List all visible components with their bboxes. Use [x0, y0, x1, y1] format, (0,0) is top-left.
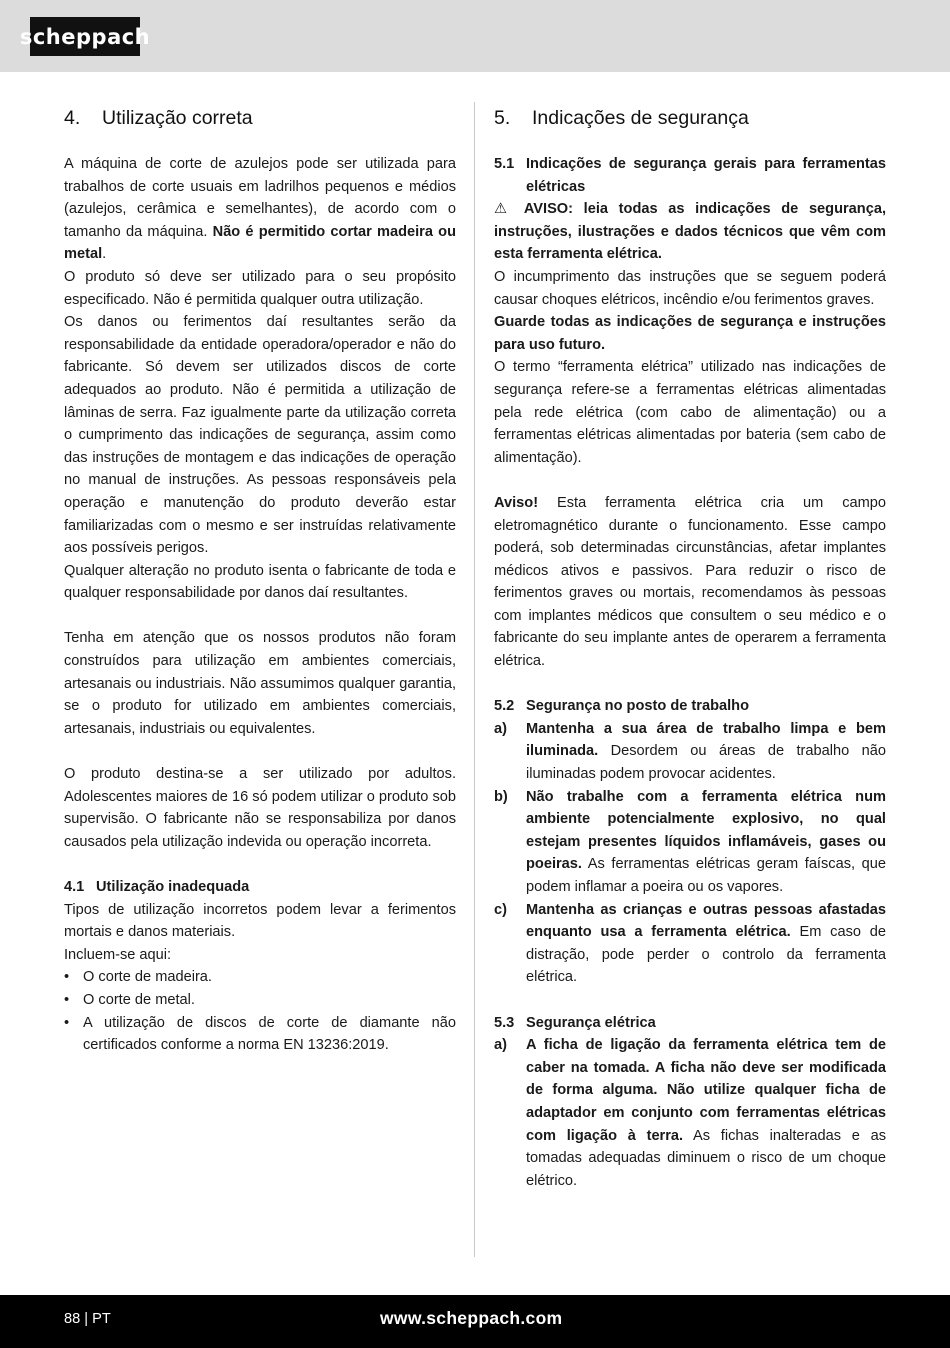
list-item: a) Mantenha a sua área de trabalho limpa e bem iluminada. Desordem ou áreas de trabalho não iluminadas podem provocar acidentes. — [494, 720, 886, 783]
section-5-heading — [494, 104, 886, 132]
section-4-heading — [64, 104, 456, 132]
bullet-icon: • — [64, 991, 70, 1008]
paragraph: O incumprimento das instruções que se seguem poderá causar choques elétricos, incêndio e/ou ferimentos graves. — [494, 268, 886, 308]
paragraph: O produto só deve ser utilizado para o seu propósito especificado. Não é permitida qualquer outra utilização. — [64, 268, 456, 308]
section-number: 5. — [494, 107, 511, 129]
paragraph: Tipos de utilização incorretos podem levar a ferimentos mortais e danos materiais. — [64, 901, 456, 941]
subsection-5-3-heading: 5.3 Segurança elétrica — [494, 1014, 656, 1031]
logo-text: scheppach — [19, 24, 151, 49]
website-link[interactable]: www.scheppach.com — [380, 1308, 563, 1328]
list-item: b) Não trabalhe com a ferramenta elétrica num ambiente potencialmente explosivo, no qual estejam presentes líquidos inflamáveis, gases ou poeiras. As ferramentas elétricas geram faíscas, que podem inflamar a poeira ou os vapores. — [494, 788, 886, 895]
list-item: c) Mantenha as crianças e outras pessoas afastadas enquanto usa a ferramenta elétrica. Em caso de distração, pode perder o controlo da ferramenta elétrica. — [494, 901, 886, 986]
header-band — [0, 0, 950, 72]
paragraph: A máquina de corte de azulejos pode ser utilizada para trabalhos de corte usuais em ladrilhos pequenos e médios (azulejos, cerâmica e semelhantes), de acordo com o tamanho da máquina. Não é permitido cortar madeira ou metal. — [64, 156, 456, 263]
brand-logo — [19, 17, 151, 56]
page-number: 88 | PT — [64, 1311, 111, 1327]
paragraph: O termo “ferramenta elétrica” utilizado nas indicações de segurança refere-se a ferramentas elétricas alimentadas pela rede elétrica (com cabo de alimentação) ou a ferramentas elétricas alimentadas por bateria (sem cabo de alimentação). — [494, 359, 886, 466]
subsection-5-1-heading: 5.1 Indicações de segurança gerais para ferramentas elétricas — [494, 156, 886, 195]
subsection-4-1-heading: 4.1 Utilização inadequada — [64, 879, 250, 895]
paragraph: Incluem-se aqui: — [64, 946, 172, 963]
paragraph: O produto destina-se a ser utilizado por adultos. Adolescentes maiores de 16 só podem utilizar o produto sob supervisão. O fabricante não se responsabiliza por danos causados pela utilização indevida ou operação incorreta. — [64, 766, 456, 850]
list-item: a) A ficha de ligação da ferramenta elétrica tem de caber na tomada. A ficha não deve ser modificada de forma alguma. Não utilize qualquer ficha de adaptador em conjunto com ferramentas elétricas com ligação à terra. As fichas inalteradas e as tomadas adequadas diminuem o risco de um choque elétrico. — [494, 1037, 886, 1189]
footer — [0, 1295, 950, 1348]
paragraph: Aviso! Esta ferramenta elétrica cria um campo eletromagnético durante o funcionamento. Esse campo poderá, sob determinadas circunstâncias, afetar implantes médicos ativos e passivos. Para reduzir o risco de ferimentos graves ou mortais, recomendamos às pessoas com implantes médicos que consultem o seu médico e o fabricante do seu implante antes de operarem a ferramenta elétrica. — [494, 494, 886, 670]
left-column — [64, 100, 456, 1057]
list-item: • O corte de metal. — [64, 989, 456, 1012]
paragraph: Guarde todas as indicações de segurança e instruções para uso futuro. — [494, 314, 886, 353]
section-number: 4. — [64, 107, 81, 129]
right-column — [494, 100, 886, 1192]
list-item: • A utilização de discos de corte de diamante não certificados conforme a norma EN 13236:2019. — [64, 1012, 456, 1057]
paragraph: Os danos ou ferimentos daí resultantes serão da responsabilidade da entidade operadora/operador e não do fabricante. Só devem ser utilizados discos de corte adequados ao produto. Não é permitida a utilização de lâminas de serra. Faz igualmente parte da utilização correta o cumprimento das indicações de segurança, assim como das instruções de montagem e das indicações de operação no manual de instruções. As pessoas responsáveis pela operação e manutenção do produto deverão estar familiarizadas com o mesmo e ser instruídas relativamente aos possíveis perigos. — [64, 314, 456, 557]
bullet-icon: • — [64, 1014, 70, 1031]
paragraph: Qualquer alteração no produto isenta o fabricante de toda e qualquer responsabilidade por danos daí resultantes. — [64, 562, 456, 602]
list-item: • O corte de madeira. — [64, 966, 456, 989]
bullet-icon: • — [64, 969, 70, 986]
paragraph: Tenha em atenção que os nossos produtos não foram construídos para utilização em ambientes comerciais, artesanais ou industriais. Não assumimos qualquer garantia, se o produto for utilizado em ambientes comerciais, artesanais, industriais ou equivalentes. — [64, 630, 456, 737]
column-divider — [474, 102, 475, 1257]
section-title: Utilização correta — [102, 107, 253, 129]
warning-icon: ⚠ — [494, 201, 514, 218]
warning-paragraph: ⚠ AVISO: leia todas as indicações de segurança, instruções, ilustrações e dados técnicos que vêm com esta ferramenta elétrica. — [494, 201, 886, 263]
section-title: Indicações de segurança — [532, 107, 749, 129]
subsection-5-2-heading: 5.2 Segurança no posto de trabalho — [494, 698, 749, 715]
